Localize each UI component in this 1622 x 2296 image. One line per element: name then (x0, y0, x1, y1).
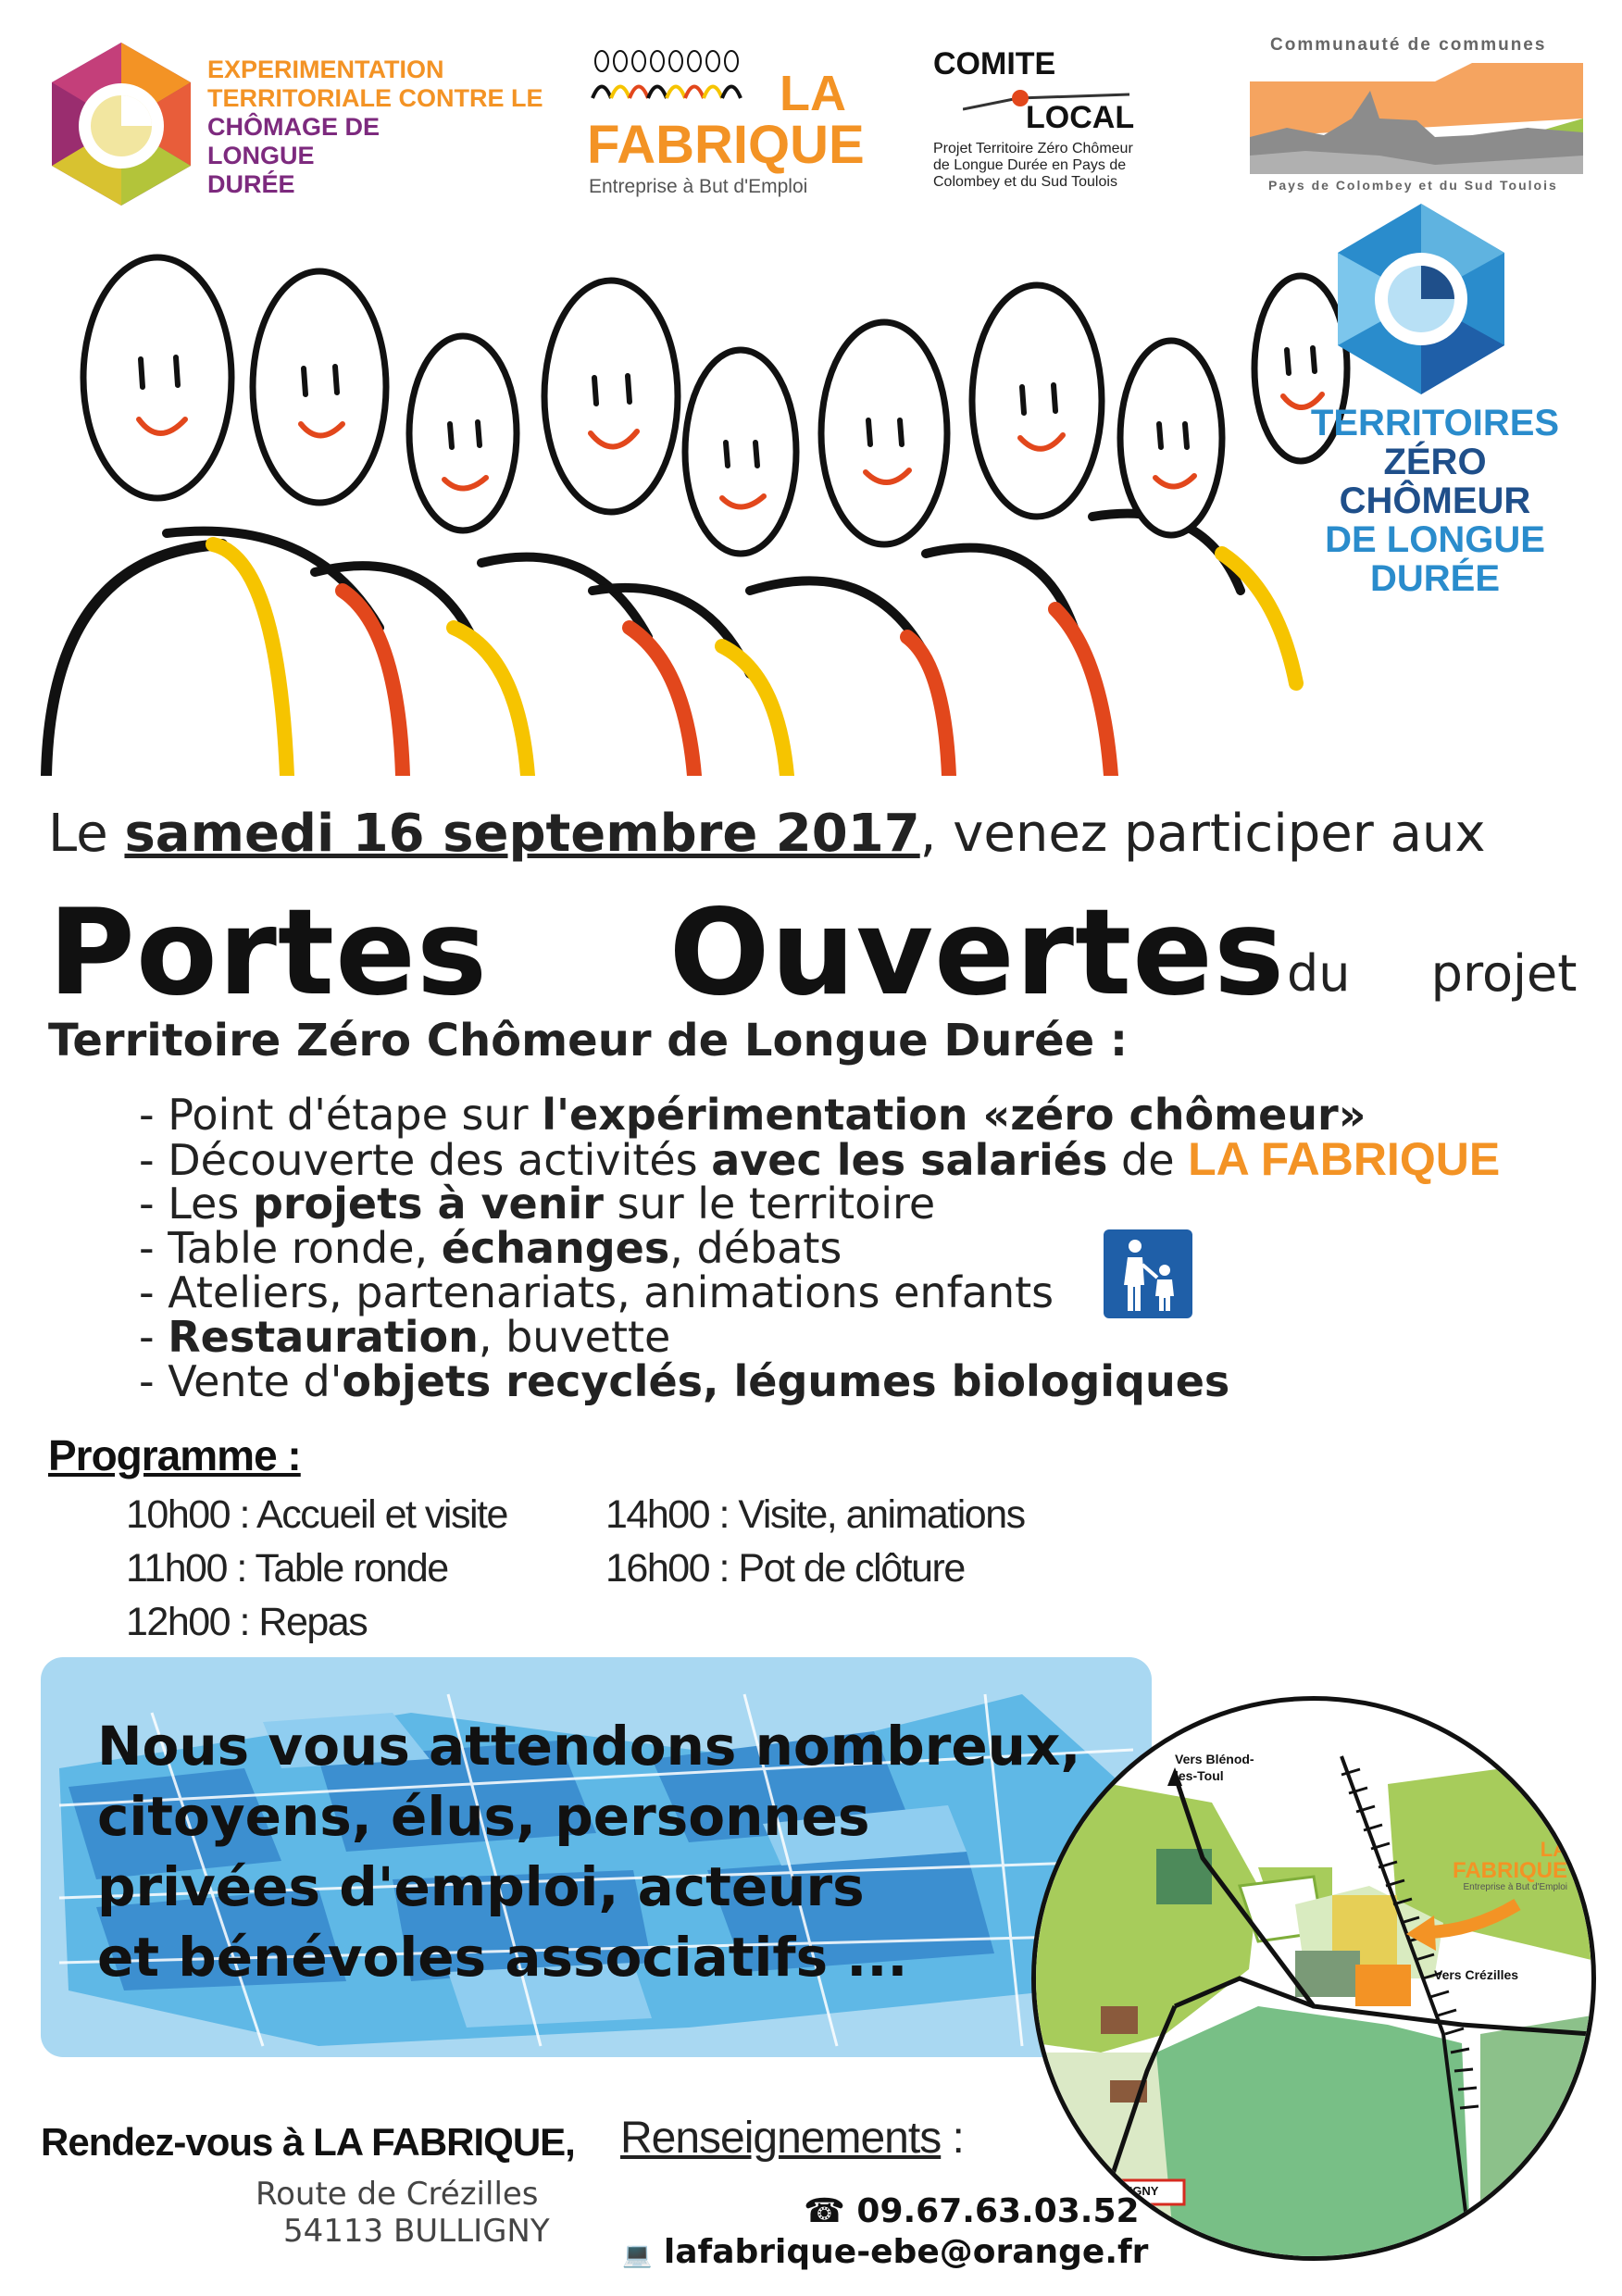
tzc-logo (1296, 202, 1574, 599)
phone-line (804, 2192, 1140, 2230)
etcld-title: EXPERIMENTATION TERRITORIALE CONTRE LE CHÔMAGE DE LONGUE DURÉE (207, 56, 543, 198)
programme-item: 10h00 : Accueil et visite (126, 1492, 507, 1537)
local-word: LOCAL (1026, 100, 1135, 135)
phone-number[interactable]: 09.67.63.03.52 (856, 2192, 1140, 2230)
communaute-communes-logo (1250, 35, 1583, 193)
cc-footer: Pays de Colombey et du Sud Toulois (1268, 178, 1558, 193)
list-item: - Les projets à venir sur le territoire (139, 1179, 936, 1229)
list-item: - Découverte des activités avec les salariés de LA FABRIQUE (139, 1133, 1501, 1185)
welcome-banner (41, 1657, 1152, 2057)
project-name: Territoire Zéro Chômeur de Longue Durée : (48, 1015, 1129, 1067)
smiling-people-illustration (37, 239, 1370, 776)
programme-item: 14h00 : Visite, animations (605, 1492, 1025, 1537)
fabrique-subtitle: Entreprise à But d'Emploi (589, 176, 808, 197)
map-label-east: Vers Crézilles (1434, 1967, 1519, 1982)
etcld-logo (43, 41, 200, 207)
renseignements-title: Renseignements : (620, 2114, 964, 2163)
cc-title: Communauté de communes (1270, 35, 1547, 55)
comite-local-logo (926, 46, 1204, 204)
programme-title: Programme : (48, 1431, 301, 1479)
list-item: - Table ronde, échanges, débats (139, 1223, 842, 1273)
address-line-1: Route de Crézilles (256, 2176, 539, 2213)
tzc-hexagon-icon (1333, 202, 1509, 396)
email-line (622, 2233, 1148, 2271)
welcome-text: Nous vous attendons nombreux, citoyens, élus, personnes privées d'emploi, acteurs et bénévoles associatifs ... (97, 1715, 1081, 1989)
address-line-2: 54113 BULLIGNY (283, 2213, 550, 2250)
event-date: samedi 16 septembre 2017 (124, 804, 920, 864)
du-projet: du projet (1287, 944, 1578, 1003)
list-item: - Vente d'objets recyclés, légumes biologiques (139, 1356, 1230, 1406)
headline: Portes Ouvertes (48, 884, 1286, 1022)
map-label-town: BULLIGNY (1097, 2184, 1159, 2198)
comite-project-text: Projet Territoire Zéro Chômeur de Longue Durée en Pays de Colombey et du Sud Toulois (933, 141, 1133, 190)
activities-list (139, 1092, 1500, 1404)
la-fabrique-logo (583, 43, 865, 200)
rendez-vous: Rendez-vous à LA FABRIQUE, (41, 2120, 575, 2164)
programme-item: 11h00 : Table ronde (126, 1546, 448, 1591)
email-link[interactable]: lafabrique-ebe@orange.fr (663, 2233, 1149, 2271)
parent-child-icon (1104, 1229, 1192, 1318)
map-label-north: Vers Blénod- (1175, 1752, 1254, 1766)
list-item: - Point d'étape sur l'expérimentation «zéro chômeur» (139, 1090, 1366, 1140)
access-map (1031, 1696, 1596, 2261)
etcld-hexagon-icon (43, 41, 200, 207)
programme-item: 16h00 : Pot de clôture (605, 1546, 965, 1591)
intro-line: Le samedi 16 septembre 2017, venez participer aux (48, 804, 1486, 864)
programme-item: 12h00 : Repas (126, 1600, 368, 1644)
list-item: - Ateliers, partenariats, animations enfants (139, 1267, 1054, 1317)
tzc-title: TERRITOIRES ZÉRO CHÔMEUR DE LONGUE DURÉE (1310, 403, 1560, 599)
comite-word: COMITE (933, 46, 1056, 81)
landscape-icon (1250, 63, 1583, 174)
map-fabrique-logo: LA FABRIQUE Entreprise à But d'Emploi (1453, 1838, 1568, 1892)
phone-icon: ☎ (804, 2192, 845, 2230)
map-label-north-2: les-Toul (1175, 1768, 1224, 1783)
fabrique-la: LA (780, 66, 846, 121)
list-item: - Restauration, buvette (139, 1312, 671, 1362)
fabrique-word: FABRIQUE (587, 115, 865, 175)
computer-icon: 💻 (622, 2241, 653, 2269)
